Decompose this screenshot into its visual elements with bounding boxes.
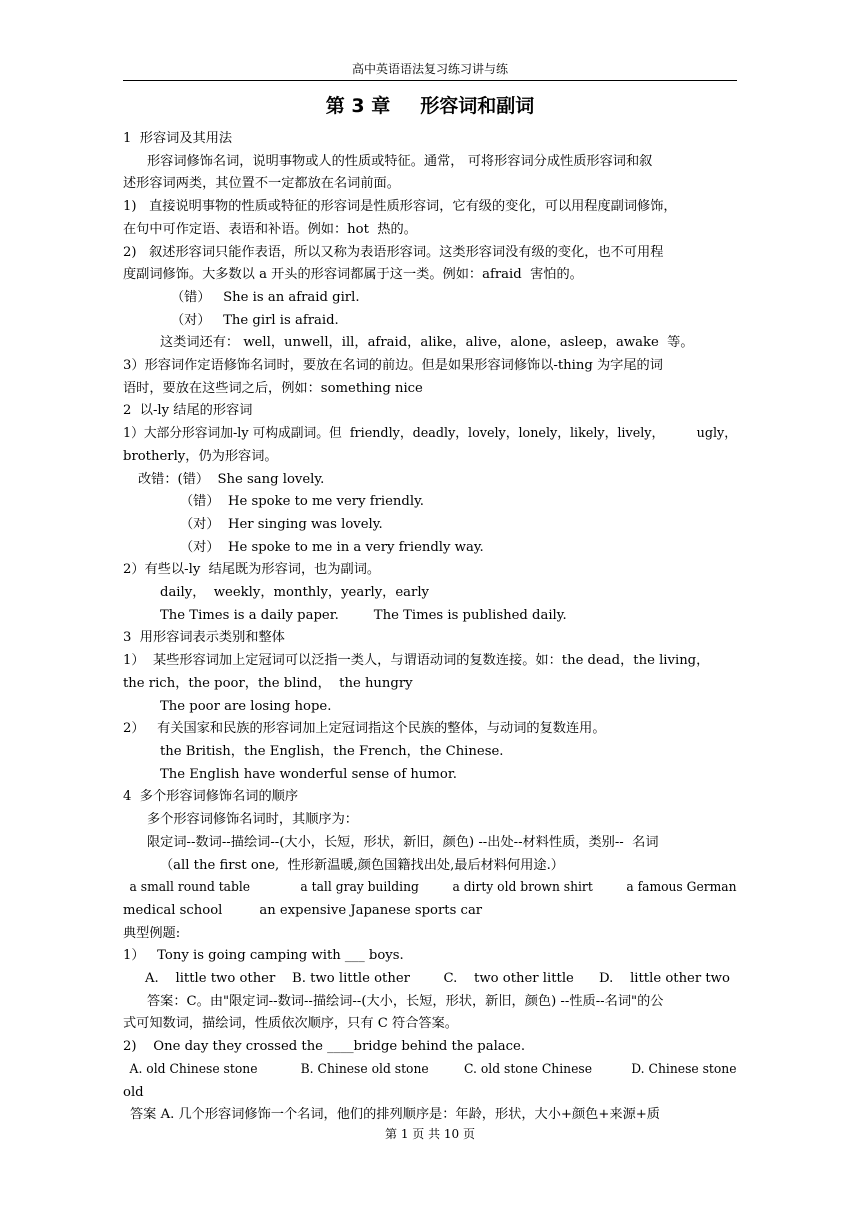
section-heading: 2 以-ly 结尾的形容词 [123,403,253,419]
answer-line: 答案 A. 几个形容词修饰一个名词，他们的排列顺序是：年龄，形状，大小+颜色+来源+质 [130,1107,660,1123]
example-line: （错） He spoke to me very friendly. [180,494,424,510]
section-heading: 4 多个形容词修饰名词的顺序 [123,789,299,805]
question-line: 1） Tony is going camping with ___ boys. [123,948,404,964]
question-options: A. old Chinese stone B. Chinese old stone C. old stone Chinese D. Chinese stone [129,1061,737,1077]
paragraph-line: brotherly，仍为形容词。 [123,448,278,464]
section-heading: 3 用形容词表示类别和整体 [123,630,285,646]
example-line: （对） He spoke to me in a very friendly way. [180,539,484,555]
example-line [123,877,737,900]
paragraph-line: 1) 直接说明事物的性质或特征的形容词是性质形容词，它有级的变化，可以用程度副词修饰， [123,199,677,215]
paragraph-line: 在句中可作定语、表语和补语。例如：hot 热的。 [123,221,417,237]
question-options: A. little two other B. two little other C. two other little D. little other two [145,971,730,987]
answer-line: 式可知数词，描绘词，性质依次顺序，只有 C 符合答案。 [123,1016,458,1032]
header-rule [123,80,737,81]
example-line: The English have wonderful sense of humor. [160,766,457,782]
chapter-topic: 形容词和副词 [420,95,535,117]
page-footer: 第 1 页 共 10 页 [385,1127,475,1141]
example-phrase: a small round table [129,880,251,896]
example-line: daily， weekly，monthly，yearly，early [160,585,430,601]
paragraph-line: 2）有些以-ly 结尾既为形容词，也为副词。 [123,562,381,578]
example-sentence: The Times is a daily paper. [160,607,339,623]
example-phrase: a famous German [626,880,737,896]
section-heading: 典型例题: [123,925,181,941]
paragraph-line: 2） 有关国家和民族的形容词加上定冠词指这个民族的整体，与动词的复数连用。 [123,721,606,737]
paragraph-line: 3）形容词作定语修饰名词时，要放在名词的前边。但是如果形容词修饰以-thing 为字尾的词 [123,358,663,374]
example-line: 改错：(错） She sang lovely. [138,471,325,487]
example-line: （错） She is an afraid girl. [171,289,360,305]
paragraph-line: the rich，the poor，the blind， the hungry [123,675,413,691]
paragraph-line: 1）大部分形容词加-ly 可构成副词。但 friendly，deadly，lovely，lonely，likely，lively， ugly， [123,426,737,442]
paragraph-line: 语时，要放在这些词之后，例如：something nice [123,380,423,396]
section-heading: 1 形容词及其用法 [123,131,233,146]
example-sentence: The Times is published daily. [373,607,567,623]
example-phrase: a dirty old brown shirt [452,880,593,896]
chapter-title [123,92,737,120]
example-line: the British，the English，the French，the Chinese. [160,743,504,759]
question-options: old [123,1084,144,1100]
paragraph-line: 这类词还有： well，unwell，ill，afraid，alike，alive，alone，asleep，awake 等。 [160,335,694,351]
paragraph-line: 度副词修饰。大多数以 a 开头的形容词都属于这一类。例如：afraid 害怕的。 [123,267,583,283]
paragraph-line: 限定词--数词--描绘词--(大小，长短，形状，新旧，颜色) --出处--材料性质，类别-- 名词 [147,834,659,850]
paragraph-line: 述形容词两类，其位置不一定都放在名词前面。 [123,176,400,192]
example-phrase: an expensive Japanese sports car [259,902,483,918]
paragraph-line: 2) 叙述形容词只能作表语，所以又称为表语形容词。这类形容词没有级的变化，也不可用程 [123,244,664,260]
paragraph-line: （all the first one, 性形新温暖,颜色国籍找出处,最后材料何用途.） [160,857,564,873]
chapter-number: 第 3 章 [325,95,391,117]
paragraph-line: 1） 某些形容词加上定冠词可以泛指一类人，与谓语动词的复数连接。如：the dead，the living， [123,653,710,669]
example-phrase: medical school [123,902,223,918]
example-line: （对） Her singing was lovely. [180,516,383,532]
example-line: （对） The girl is afraid. [171,312,339,328]
paragraph-line: 多个形容词修饰名词时，其顺序为： [147,812,358,828]
paragraph-line: 形容词修饰名词，说明事物或人的性质或特征。通常， 可将形容词分成性质形容词和叙 [147,153,653,169]
example-line: The poor are losing hope. [160,698,332,714]
example-phrase: a tall gray building [300,880,419,896]
question-line: 2) One day they crossed the ____bridge behind the palace. [123,1039,526,1055]
example-line [123,605,737,628]
document-body [123,128,737,1127]
page-header: 高中英语语法复习练习讲与练 [351,62,508,76]
example-line [123,900,737,923]
answer-line: 答案：C。由"限定词--数词--描绘词--(大小，长短，形状，新旧，颜色) --性质--名词"的公 [147,993,664,1009]
